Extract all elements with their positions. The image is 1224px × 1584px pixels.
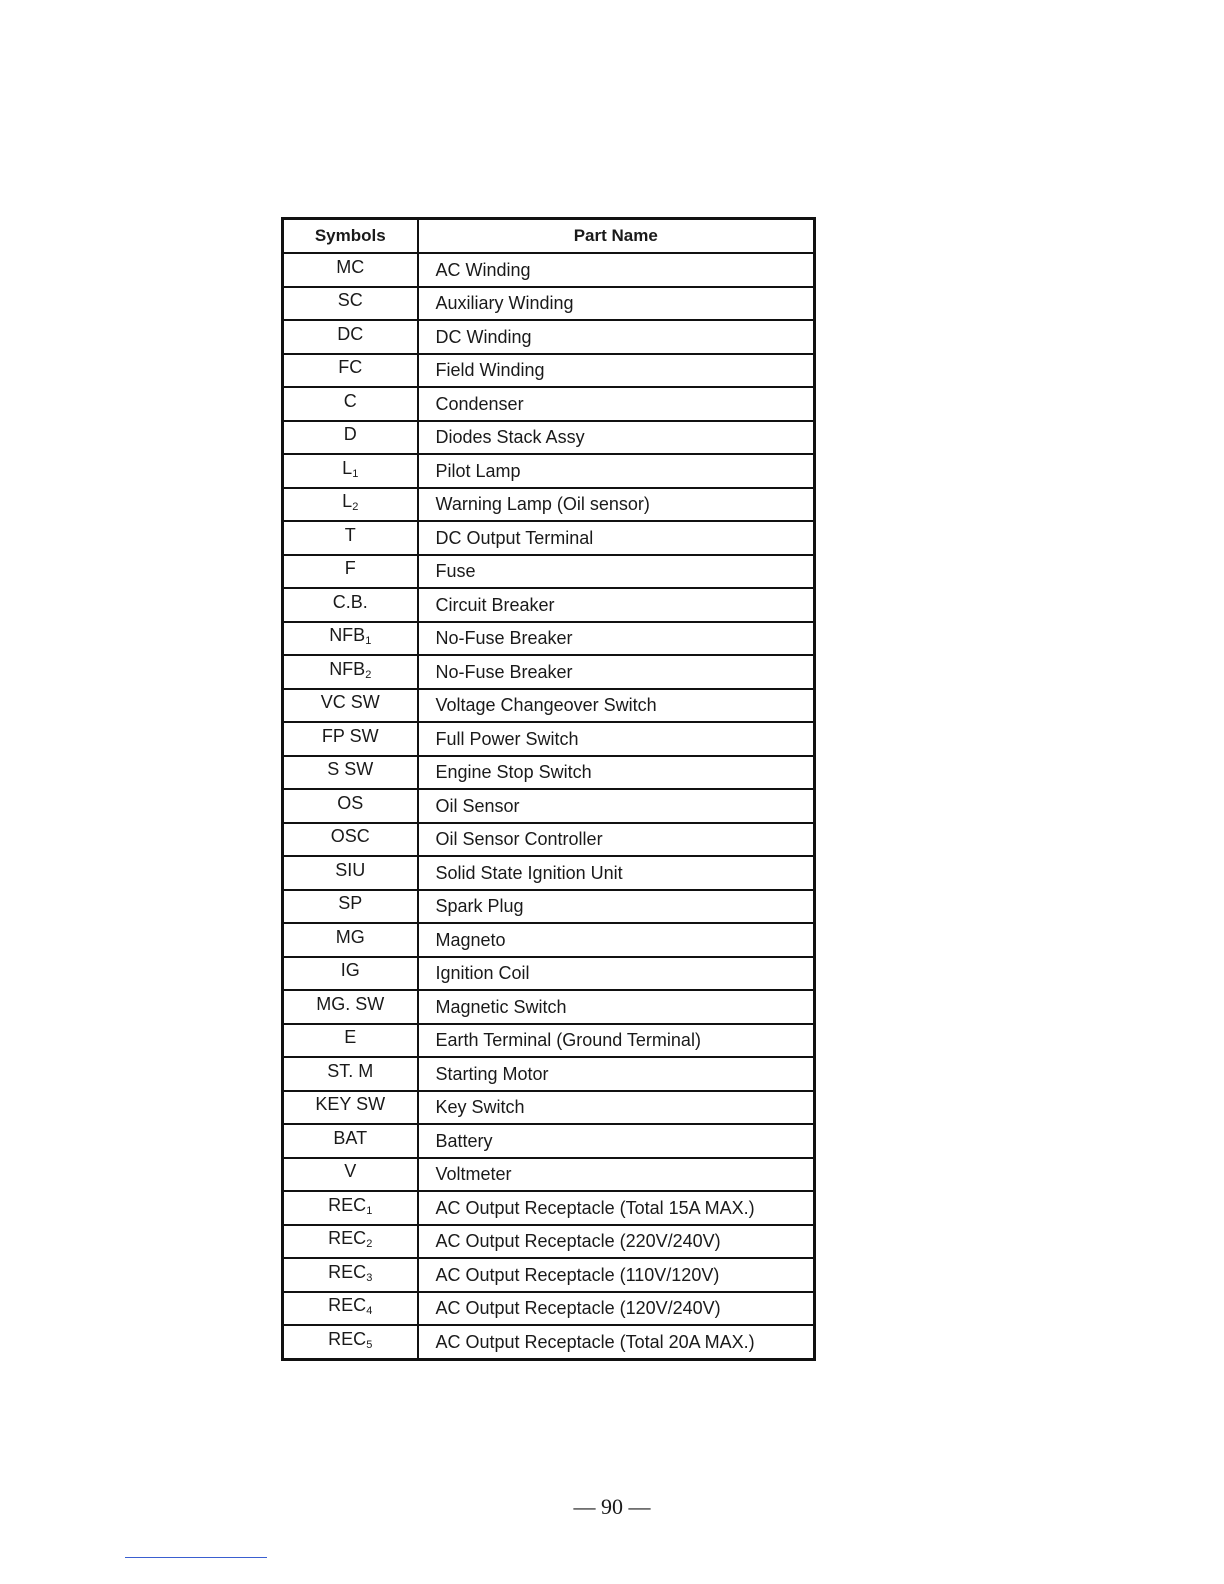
table-row xyxy=(283,1091,815,1125)
symbol-cell: $REC_4$ xyxy=(283,1292,418,1326)
part-name-cell: Oil Sensor xyxy=(418,789,815,823)
part-name-cell: AC Output Receptacle (Total 20A MAX.) xyxy=(418,1325,815,1359)
part-name-cell: AC Output Receptacle (120V/240V) xyxy=(418,1292,815,1326)
part-name-cell: Diodes Stack Assy xyxy=(418,421,815,455)
symbol-cell: VC SW xyxy=(283,689,418,723)
table-row xyxy=(283,253,815,287)
symbol-cell: SC xyxy=(283,287,418,321)
table-row xyxy=(283,789,815,823)
table-row xyxy=(283,555,815,589)
symbol-cell: $L_1$ xyxy=(283,454,418,488)
part-name-cell: Spark Plug xyxy=(418,890,815,924)
table-row xyxy=(283,454,815,488)
symbol-cell: $REC_1$ xyxy=(283,1191,418,1225)
footer-divider xyxy=(125,1557,267,1558)
page-number: — 90 — xyxy=(573,1494,651,1519)
table-row xyxy=(283,387,815,421)
table-row xyxy=(283,990,815,1024)
table-row xyxy=(283,320,815,354)
table-row xyxy=(283,421,815,455)
symbol-cell: SP xyxy=(283,890,418,924)
symbol-cell: D xyxy=(283,421,418,455)
part-name-cell: Oil Sensor Controller xyxy=(418,823,815,857)
table-row xyxy=(283,488,815,522)
symbol-cell: SIU xyxy=(283,856,418,890)
table-row xyxy=(283,923,815,957)
symbol-cell: FP SW xyxy=(283,722,418,756)
part-name-cell: Engine Stop Switch xyxy=(418,756,815,790)
parts-table xyxy=(281,217,816,1361)
symbol-cell: $NFB_2$ xyxy=(283,655,418,689)
symbol-cell: T xyxy=(283,521,418,555)
part-name-cell: Magneto xyxy=(418,923,815,957)
table-row xyxy=(283,1024,815,1058)
part-name-cell: Voltmeter xyxy=(418,1158,815,1192)
symbol-cell: FC xyxy=(283,354,418,388)
symbol-cell: MG. SW xyxy=(283,990,418,1024)
table-row xyxy=(283,1158,815,1192)
table-row xyxy=(283,521,815,555)
symbol-cell: $REC_5$ xyxy=(283,1325,418,1359)
table-row xyxy=(283,622,815,656)
table-row xyxy=(283,1225,815,1259)
part-name-cell: AC Winding xyxy=(418,253,815,287)
part-name-cell: Ignition Coil xyxy=(418,957,815,991)
part-name-cell: Field Winding xyxy=(418,354,815,388)
symbol-cell: DC xyxy=(283,320,418,354)
table-row xyxy=(283,1057,815,1091)
part-name-cell: Earth Terminal (Ground Terminal) xyxy=(418,1024,815,1058)
symbol-cell: $REC_2$ xyxy=(283,1225,418,1259)
symbol-cell: S SW xyxy=(283,756,418,790)
symbol-cell: C xyxy=(283,387,418,421)
part-name-cell: Fuse xyxy=(418,555,815,589)
symbol-cell: $NFB_1$ xyxy=(283,622,418,656)
symbol-cell: E xyxy=(283,1024,418,1058)
symbol-cell: MC xyxy=(283,253,418,287)
part-name-column-header: Part Name xyxy=(418,219,815,254)
part-name-cell: No-Fuse Breaker xyxy=(418,655,815,689)
part-name-cell: Condenser xyxy=(418,387,815,421)
table-row xyxy=(283,722,815,756)
part-name-cell: Solid State Ignition Unit xyxy=(418,856,815,890)
part-name-cell: AC Output Receptacle (Total 15A MAX.) xyxy=(418,1191,815,1225)
symbol-cell: OS xyxy=(283,789,418,823)
symbols-column-header: Symbols xyxy=(283,219,418,254)
part-name-cell: Circuit Breaker xyxy=(418,588,815,622)
part-name-cell: Pilot Lamp xyxy=(418,454,815,488)
part-name-cell: Auxiliary Winding xyxy=(418,287,815,321)
table-row xyxy=(283,1292,815,1326)
symbol-cell: V xyxy=(283,1158,418,1192)
part-name-cell: AC Output Receptacle (220V/240V) xyxy=(418,1225,815,1259)
part-name-cell: Battery xyxy=(418,1124,815,1158)
table-row xyxy=(283,287,815,321)
symbol-cell: C.B. xyxy=(283,588,418,622)
part-name-cell: Starting Motor xyxy=(418,1057,815,1091)
table-row xyxy=(283,689,815,723)
table-row xyxy=(283,354,815,388)
part-name-cell: No-Fuse Breaker xyxy=(418,622,815,656)
part-name-cell: Voltage Changeover Switch xyxy=(418,689,815,723)
table-row xyxy=(283,655,815,689)
part-name-cell: Key Switch xyxy=(418,1091,815,1125)
table-row xyxy=(283,823,815,857)
table-header-row xyxy=(283,219,815,254)
symbol-cell: OSC xyxy=(283,823,418,857)
part-name-cell: DC Output Terminal xyxy=(418,521,815,555)
table-row xyxy=(283,1325,815,1359)
table-row xyxy=(283,1191,815,1225)
symbol-cell: F xyxy=(283,555,418,589)
table-body xyxy=(283,253,815,1359)
symbol-cell: $L_2$ xyxy=(283,488,418,522)
part-name-cell: DC Winding xyxy=(418,320,815,354)
symbol-cell: $REC_3$ xyxy=(283,1258,418,1292)
table-row xyxy=(283,756,815,790)
table-row xyxy=(283,1258,815,1292)
table-row xyxy=(283,588,815,622)
table-row xyxy=(283,856,815,890)
table-row xyxy=(283,1124,815,1158)
part-name-cell: Warning Lamp (Oil sensor) xyxy=(418,488,815,522)
symbol-cell: MG xyxy=(283,923,418,957)
symbol-cell: BAT xyxy=(283,1124,418,1158)
table-row xyxy=(283,957,815,991)
part-name-cell: Magnetic Switch xyxy=(418,990,815,1024)
table-row xyxy=(283,890,815,924)
part-name-cell: AC Output Receptacle (110V/120V) xyxy=(418,1258,815,1292)
symbol-cell: IG xyxy=(283,957,418,991)
part-name-cell: Full Power Switch xyxy=(418,722,815,756)
symbol-cell: KEY SW xyxy=(283,1091,418,1125)
symbol-cell: ST. M xyxy=(283,1057,418,1091)
